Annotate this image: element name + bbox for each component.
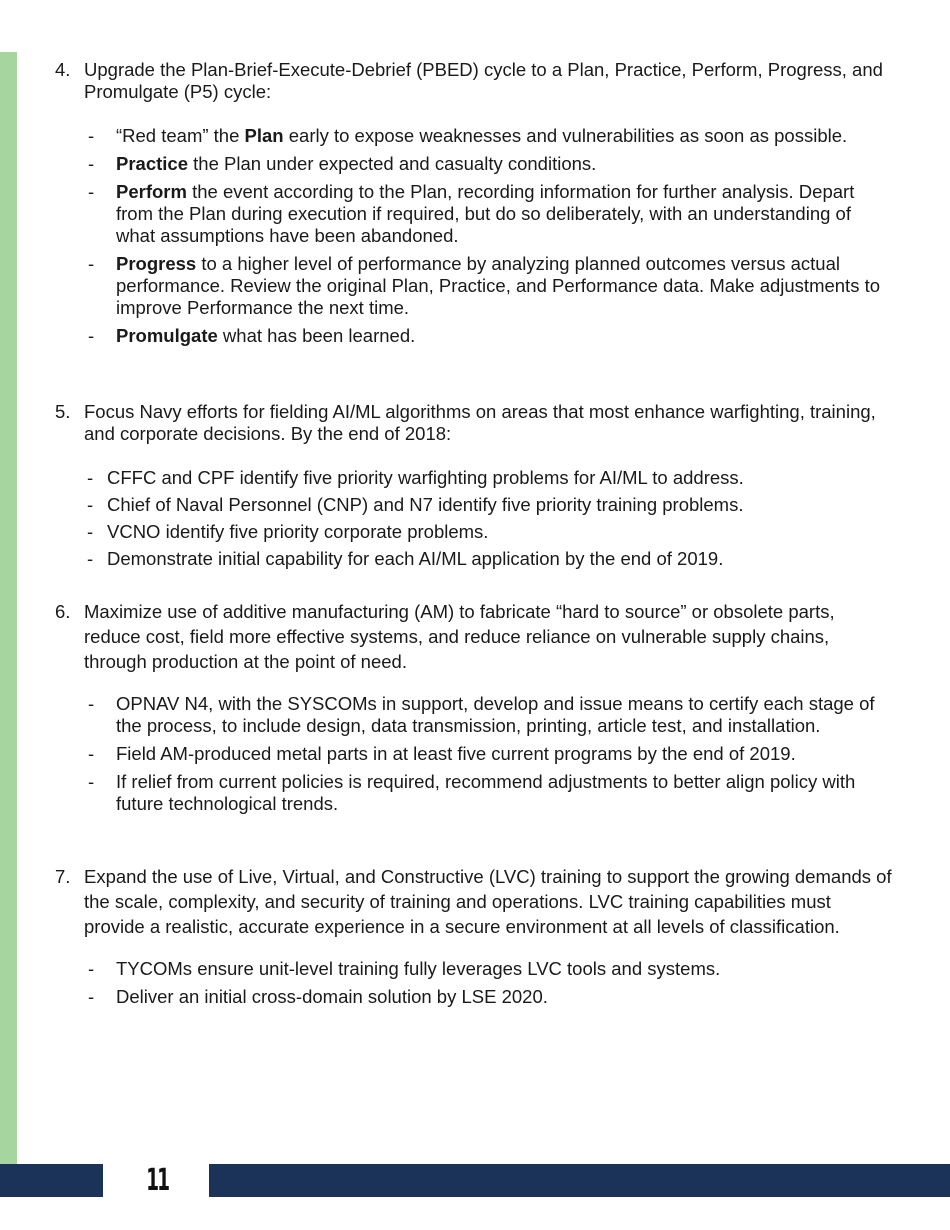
bullet-text: “Red team” the Plan early to expose weaknesses and vulnerabilities as soon as possible. <box>116 125 848 146</box>
dash-marker: - <box>88 771 95 792</box>
dash-marker: - <box>87 494 94 515</box>
sub-bullet-list <box>55 125 895 347</box>
dash-marker: - <box>88 253 95 274</box>
sub-bullet <box>55 253 895 319</box>
bullet-text: If relief from current policies is required, recommend adjustments to better align policy with future technological trends. <box>116 771 856 814</box>
sub-bullet <box>55 548 895 570</box>
bold-term: Plan <box>244 125 284 146</box>
bold-term: Promulgate <box>116 325 218 346</box>
bullet-text: OPNAV N4, with the SYSCOMs in support, develop and issue means to certify each stage of the process, to include design, data transmission, printing, article test, and installation. <box>116 693 875 736</box>
footer-bar-left <box>0 1164 103 1197</box>
sub-bullet-list <box>55 958 895 1008</box>
bullet-text: Practice the Plan under expected and casualty conditions. <box>116 153 597 174</box>
dash-marker: - <box>88 325 95 346</box>
sub-bullet <box>55 521 895 543</box>
dash-marker: - <box>87 548 94 569</box>
bold-term: Practice <box>116 153 188 174</box>
sub-bullet <box>55 986 895 1008</box>
bullet-text: Perform the event according to the Plan, recording information for further analysis. Depart from the Plan during execution if required, but do so deliberately, with an understanding of what assumptions have been abandoned. <box>116 181 855 246</box>
sub-bullet <box>55 771 895 815</box>
sub-bullet-list <box>55 467 895 570</box>
dash-marker: - <box>88 958 95 979</box>
item-number: 6. <box>55 601 71 622</box>
item-number: 7. <box>55 866 71 887</box>
dash-marker: - <box>87 467 94 488</box>
item-text: Expand the use of Live, Virtual, and Constructive (LVC) training to support the growing demands of the scale, complexity, and security of training and operations. LVC training capabilities must provide a realistic, accurate experience in a secure environment at all levels of classification. <box>84 866 892 937</box>
bullet-text: Chief of Naval Personnel (CNP) and N7 identify five priority training problems. <box>107 494 744 515</box>
item-number: 5. <box>55 401 71 422</box>
sub-bullet <box>55 181 895 247</box>
bullet-text: Progress to a higher level of performance by analyzing planned outcomes versus actual performance. Review the original Plan, Practice, and Performance data. Make adjustments to improve Performance the next time. <box>116 253 881 318</box>
bullet-text: Deliver an initial cross-domain solution by LSE 2020. <box>116 986 548 1007</box>
sub-bullet-list <box>55 693 895 815</box>
dash-marker: - <box>88 986 95 1007</box>
side-accent-bar <box>0 52 17 1164</box>
sub-bullet <box>55 743 895 765</box>
sub-bullet <box>55 467 895 489</box>
bullet-text: VCNO identify five priority corporate problems. <box>107 521 489 542</box>
bullet-text: Demonstrate initial capability for each AI/ML application by the end of 2019. <box>107 548 724 569</box>
bullet-text: CFFC and CPF identify five priority warfighting problems for AI/ML to address. <box>107 467 744 488</box>
bullet-text: Promulgate what has been learned. <box>116 325 416 346</box>
dash-marker: - <box>88 181 95 202</box>
dash-marker: - <box>87 521 94 542</box>
sub-bullet <box>55 325 895 347</box>
item-text: Maximize use of additive manufacturing (AM) to fabricate “hard to source” or obsolete parts, reduce cost, field more effective systems, and reduce reliance on vulnerable supply chains, through production at the point of need. <box>84 601 835 672</box>
dash-marker: - <box>88 125 95 146</box>
sub-bullet <box>55 125 895 147</box>
list-item-6 <box>55 599 895 821</box>
bullet-text: Field AM-produced metal parts in at least five current programs by the end of 2019. <box>116 743 796 764</box>
list-item-4 <box>55 59 895 353</box>
sub-bullet <box>55 494 895 516</box>
sub-bullet <box>55 693 895 737</box>
bold-term: Progress <box>116 253 197 274</box>
dash-marker: - <box>88 693 95 714</box>
sub-bullet <box>55 958 895 980</box>
list-item-5 <box>55 401 895 575</box>
dash-marker: - <box>88 153 95 174</box>
item-text: Focus Navy efforts for fielding AI/ML algorithms on areas that most enhance warfighting, training, and corporate decisions. By the end of 2018: <box>84 401 876 444</box>
list-item-7 <box>55 864 895 1014</box>
item-text: Upgrade the Plan-Brief-Execute-Debrief (PBED) cycle to a Plan, Practice, Perform, Progress, and Promulgate (P5) cycle: <box>84 59 883 102</box>
page-number: 11 <box>146 1163 169 1198</box>
footer-bar-right <box>209 1164 950 1197</box>
item-number: 4. <box>55 59 71 80</box>
bullet-text: TYCOMs ensure unit-level training fully leverages LVC tools and systems. <box>116 958 721 979</box>
dash-marker: - <box>88 743 95 764</box>
sub-bullet <box>55 153 895 175</box>
bold-term: Perform <box>116 181 187 202</box>
